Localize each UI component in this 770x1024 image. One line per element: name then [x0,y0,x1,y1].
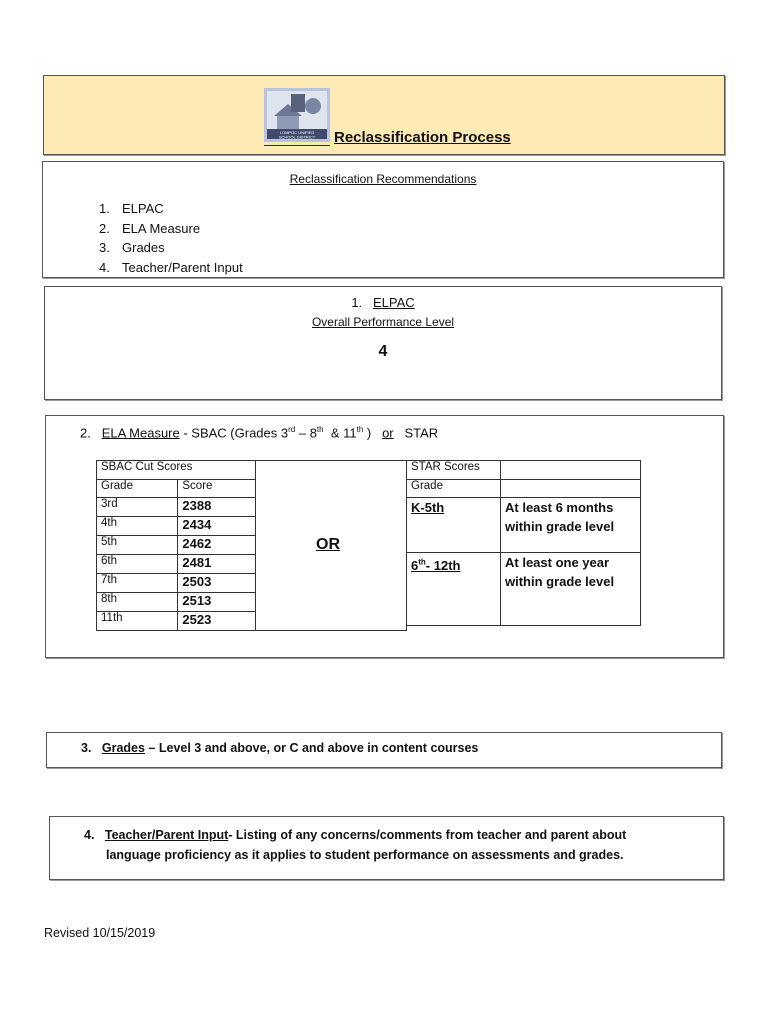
sbac-caption: SBAC Cut Scores [97,461,256,480]
teacher-parent-box [49,816,724,880]
table-row: K-5th At least 6 months within grade level [407,498,641,553]
table-row: 7th 2503 [97,574,256,593]
or-label: OR [316,536,340,553]
logo-underline [264,145,330,146]
elpac-subtitle: Overall Performance Level [311,315,455,329]
district-logo [264,88,330,142]
sbac-cut-scores-table [96,460,256,631]
star-caption: STAR Scores [407,461,501,480]
table-row: 5th 2462 [97,536,256,555]
table-row: 6th- 12th At least one year within grade level [407,553,641,626]
elpac-heading: 1. ELPAC [351,295,415,310]
logo-text: LOMPOC UNIFIED [279,130,315,135]
star-scores-table [406,460,641,626]
list-item: 1. ELPAC [99,201,164,216]
star-col-grade: Grade [407,479,501,498]
grades-text: 3. Grades – Level 3 and above, or C and above in content courses [81,741,479,755]
header-banner [43,75,725,155]
sbac-col-score: Score [178,479,256,498]
svg-text:SCHOOL DISTRICT: SCHOOL DISTRICT [278,134,316,140]
recommendations-title: Reclassification Recommendations [289,172,477,186]
list-item: 4. Teacher/Parent Input [99,259,243,275]
table-row: 3rd 2388 [97,498,256,517]
list-item: 2. ELA Measure [99,220,201,236]
table-row: 4th 2434 [97,517,256,536]
table-row: 8th 2513 [97,593,256,612]
ela-measure-box [45,415,724,658]
elpac-box [44,286,722,400]
recommendations-box [42,161,724,278]
teacher-parent-text: 4. Teacher/Parent Input- Listing of any concerns/comments from teacher and parent about language proficiency as it applies to student performance on assessments and grades. [84,828,627,862]
sbac-col-grade: Grade [97,479,178,498]
table-row: 6th 2481 [97,555,256,574]
ela-heading: 2. ELA Measure - SBAC (Grades 3rd – 8th & 11th ) or STAR [80,425,439,441]
table-row: 11th 2523 [97,612,256,631]
list-item: 3. Grades [99,240,165,255]
recommendations-list [99,199,243,277]
grades-box [46,732,722,768]
page-title: Reclassification Process [334,129,511,146]
revised-date: Revised 10/15/2019 [44,926,156,940]
elpac-level-value: 4 [378,343,388,360]
